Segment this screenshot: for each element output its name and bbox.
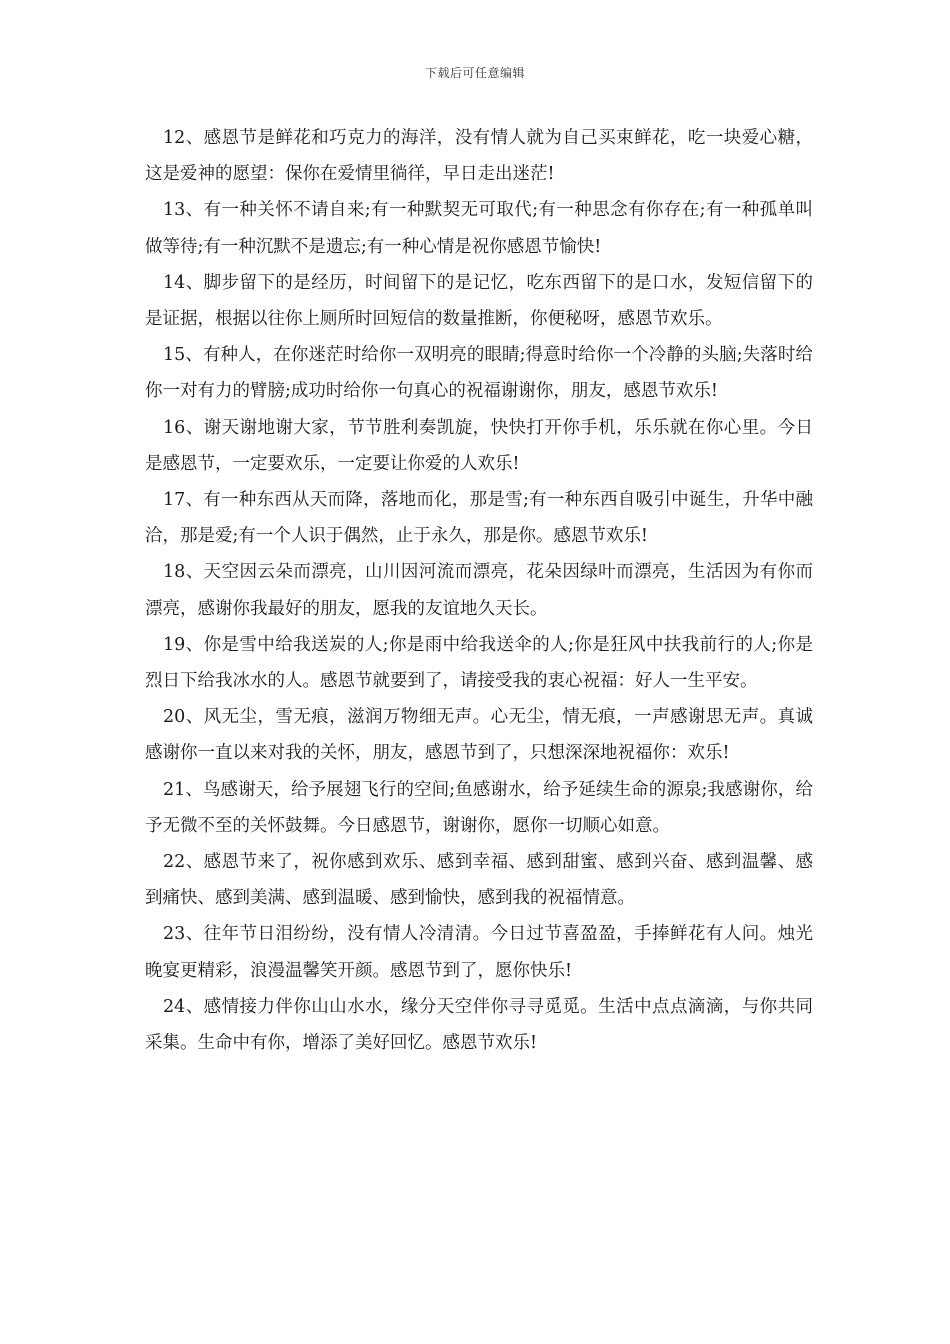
paragraph-18: 18、天空因云朵而漂亮，山川因河流而漂亮，花朵因绿叶而漂亮，生活因为有你而漂亮，感谢你我最好的朋友，愿我的友谊地久天长。 — [145, 562, 813, 619]
paragraph-14: 14、脚步留下的是经历，时间留下的是记忆，吃东西留下的是口水，发短信留下的是证据，根据以往你上厕所时回短信的数量推断，你便秘呀，感恩节欢乐。 — [145, 272, 813, 330]
paragraph-16: 16、谢天谢地谢大家，节节胜利奏凯旋，快快打开你手机，乐乐就在你心里。今日是感恩节，一定要欢乐，一定要让你爱的人欢乐! — [145, 417, 813, 474]
paragraph-22: 22、感恩节来了，祝你感到欢乐、感到幸福、感到甜蜜、感到兴奋、感到温馨、感到痛快、感到美满、感到温暖、感到愉快，感到我的祝福情意。 — [145, 852, 813, 909]
paragraph-23: 23、往年节日泪纷纷，没有情人冷清清。今日过节喜盈盈，手捧鲜花有人问。烛光晚宴更精彩，浪漫温馨笑开颜。感恩节到了，愿你快乐! — [145, 924, 813, 981]
paragraph-13: 13、有一种关怀不请自来;有一种默契无可取代;有一种思念有你存在;有一种孤单叫做等待;有一种沉默不是遗忘;有一种心情是祝你感恩节愉快! — [145, 200, 813, 257]
page-header: 下载后可任意编辑 — [424, 66, 525, 80]
paragraph-24: 24、感情接力伴你山山水水，缘分天空伴你寻寻觅觅。生活中点点滴滴，与你共同采集。生命中有你，增添了美好回忆。感恩节欢乐! — [145, 996, 813, 1054]
paragraph-20: 20、风无尘，雪无痕，滋润万物细无声。心无尘，情无痕，一声感谢思无声。真诚感谢你一直以来对我的关怀，朋友，感恩节到了，只想深深地祝福你：欢乐! — [145, 707, 813, 764]
paragraph-21: 21、鸟感谢天，给予展翅飞行的空间;鱼感谢水，给予延续生命的源泉;我感谢你，给予无微不至的关怀鼓舞。今日感恩节，谢谢你，愿你一切顺心如意。 — [145, 779, 813, 836]
paragraph-19: 19、你是雪中给我送炭的人;你是雨中给我送伞的人;你是狂风中扶我前行的人;你是烈日下给我冰水的人。感恩节就要到了，请接受我的衷心祝福：好人一生平安。 — [145, 634, 813, 692]
paragraph-12: 12、感恩节是鲜花和巧克力的海洋，没有情人就为自己买束鲜花，吃一块爱心糖，这是爱神的愿望：保你在爱情里徜徉，早日走出迷茫! — [145, 128, 813, 185]
document-body — [145, 120, 813, 1061]
paragraph-17: 17、有一种东西从天而降，落地而化，那是雪;有一种东西自吸引中诞生，升华中融洽，那是爱;有一个人识于偶然，止于永久，那是你。感恩节欢乐! — [145, 490, 813, 547]
paragraph-15: 15、有种人，在你迷茫时给你一双明亮的眼睛;得意时给你一个冷静的头脑;失落时给你一对有力的臂膀;成功时给你一句真心的祝福谢谢你，朋友，感恩节欢乐! — [145, 345, 813, 402]
